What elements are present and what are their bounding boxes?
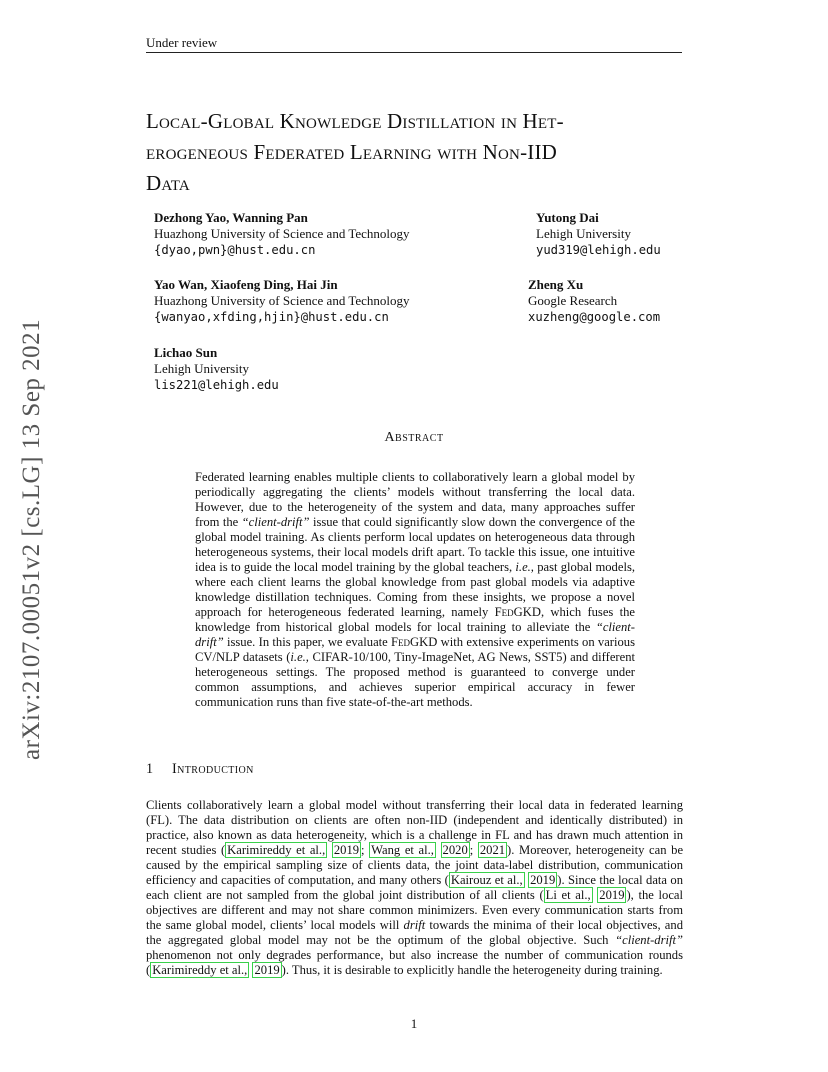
abstract-heading: Abstract bbox=[384, 430, 444, 445]
author-names: Lichao Sun bbox=[154, 345, 218, 360]
abstract-span: with extensive experiments on various CV/NLP datasets ( bbox=[195, 635, 635, 664]
arxiv-watermark: arXiv:2107.00051v2 [cs.LG] 13 Sep 2021 bbox=[18, 318, 45, 760]
citation-link[interactable]: 2020 bbox=[442, 843, 468, 857]
intro-span: ). Thus, it is desirable to explicitly handle the heterogeneity during training. bbox=[281, 963, 663, 977]
author-block bbox=[154, 277, 410, 325]
author-email: {wanyao,xfding,hjin}@hust.edu.cn bbox=[154, 310, 389, 324]
title-line: Data bbox=[146, 171, 190, 195]
intro-paragraph: Clients collaboratively learn a global model without transferring their local data in federated learning (FL). The data distribution on clients are often non-IID (independent and identically distributed) in practice, also known as data heterogeneity, which is a challenge in FL and has drawn much attention in recent studies ( Karimireddy et al., 2019 ; Wang et al., 2020 ; 2021 ). Moreover, heterogeneity can be caused by the empirical sampling size of clients data, the joint data-label distribution, communication efficiency and capacities of computation, and many others ( Kairouz et al., 2019 ). Since the local data on each client are not sampled from the global joint distribution of all clients ( Li et al., 2019 ), the local objectives are different and may not share common minimizers. Even every communication starts from the same global model, clients’ local models will drift towards the minima of their local objectives, and the aggregated global model may not be the optimum of the global objective. Such “client-drift” phenomenon not only degrades performance, but also increase the number of communication rounds ( Karimireddy et al., 2019 ). Thus, it is desirable to explicitly handle the heterogeneity during training. bbox=[146, 798, 684, 977]
section-heading bbox=[146, 761, 254, 778]
author-block bbox=[536, 210, 661, 258]
intro-span: ), the local objectives are different and may not share common minimizers. Even every communication starts from the same global model, clients’ local models will bbox=[146, 888, 683, 932]
intro-span: towards the minima of their local objectives, and the aggregated global model may not be the optimum of the global objective. Such bbox=[146, 918, 683, 947]
method-name: FedGKD bbox=[391, 635, 438, 649]
intro-span: phenomenon not only degrades performance, but also increase the number of communication rounds ( bbox=[146, 948, 683, 977]
author-block bbox=[528, 277, 660, 325]
title-line: erogeneous Federated Learning with Non-IID bbox=[146, 140, 558, 164]
author-block bbox=[154, 210, 410, 258]
author-affiliation: Lehigh University bbox=[536, 226, 631, 241]
author-affiliation: Huazhong University of Science and Technology bbox=[154, 226, 410, 241]
abstract-span: CIFAR-10/100, Tiny-ImageNet, AG News, SST5) and different heterogeneous settings. The proposed method is guaranteed to converge under common assumptions, and achieves superior empirical accuracy in fewer communication runs than five state-of-the-art methods. bbox=[195, 650, 635, 709]
intro-span: Clients collaboratively learn a global model without transferring their local data in federated learning (FL). The data distribution on clients are often non-IID (independent and identically distributed) in practice, also known as data heterogeneity, which is a challenge in FL and has drawn much attention in recent studies ( bbox=[146, 798, 683, 857]
author-names: Zheng Xu bbox=[528, 277, 584, 292]
author-email: xuzheng@google.com bbox=[528, 310, 661, 324]
abstract-span: Federated learning enables multiple clients to collaboratively learn a global model by periodically aggregating the clients’ models without transferring the local data. However, due to the heterogeneity of the system and data, many approaches suffer from the bbox=[195, 470, 635, 529]
citation-link[interactable]: 2019 bbox=[530, 873, 556, 887]
author-names: Dezhong Yao, Wanning Pan bbox=[154, 210, 308, 225]
author-email: {dyao,pwn}@hust.edu.cn bbox=[154, 243, 316, 257]
author-names: Yao Wan, Xiaofeng Ding, Hai Jin bbox=[154, 277, 338, 292]
intro-emphasis: “client-drift” bbox=[615, 933, 683, 947]
abstract-emphasis: i.e., bbox=[290, 650, 309, 664]
page-number: 1 bbox=[410, 1016, 418, 1031]
intro-span: ). Since the local data on each client are not sampled from the global joint distribution of all clients ( bbox=[146, 873, 683, 902]
author-email: yud319@lehigh.edu bbox=[536, 243, 661, 257]
abstract-text bbox=[195, 470, 635, 710]
abstract-span: issue. In this paper, we evaluate bbox=[223, 635, 392, 649]
author-affiliation: Huazhong University of Science and Technology bbox=[154, 293, 410, 308]
method-name: FedGKD bbox=[494, 605, 541, 619]
abstract-emphasis: “client-drift” bbox=[195, 620, 635, 649]
section-title: Introduction bbox=[172, 761, 254, 777]
title-line: Local-Global Knowledge Distillation in Het- bbox=[146, 109, 564, 133]
citation-link[interactable]: Li et al., bbox=[545, 888, 591, 902]
abstract-span: issue that could significantly slow down the convergence of the global model training. As clients perform local updates on heterogeneous data through heterogeneous systems, their local models drift apart. To tackle this issue, one intuitive idea is to guide the local model training by the global teachers, bbox=[195, 515, 635, 574]
paper-title bbox=[146, 106, 706, 199]
citation-link[interactable]: Karimireddy et al., bbox=[152, 963, 248, 977]
citation-link[interactable]: Kairouz et al., bbox=[450, 873, 523, 887]
citation-link[interactable]: 2019 bbox=[333, 843, 360, 857]
abstract-span: past global models, where each client learns the global knowledge from past global models via adaptive knowledge distillation techniques. Coming from these insights, we propose a novel approach for heterogeneous federated learning, namely bbox=[195, 560, 635, 619]
running-header: Under review bbox=[146, 36, 682, 53]
author-affiliation: Lehigh University bbox=[154, 361, 249, 376]
citation-link[interactable]: 2019 bbox=[254, 963, 280, 977]
citation-link[interactable]: Karimireddy et al., bbox=[227, 843, 326, 857]
author-email: lis221@lehigh.edu bbox=[154, 378, 279, 392]
author-names: Yutong Dai bbox=[536, 210, 599, 225]
abstract-emphasis: i.e., bbox=[515, 560, 534, 574]
abstract-emphasis: “client-drift” bbox=[241, 515, 310, 529]
intro-span: ). Moreover, heterogeneity can be caused by the empirical sampling size of clients data, the joint data-label distribution, communication efficiency and capacities of computation, and many others ( bbox=[146, 843, 684, 887]
citation-link[interactable]: 2019 bbox=[599, 888, 625, 902]
intro-emphasis: drift bbox=[403, 918, 426, 932]
abstract-span: , which fuses the knowledge from historical global models for local training to alleviate the bbox=[195, 605, 636, 634]
author-block bbox=[154, 345, 279, 393]
section-number: 1 bbox=[146, 761, 154, 777]
citation-link[interactable]: 2021 bbox=[479, 843, 506, 857]
citation-link[interactable]: Wang et al., bbox=[371, 843, 434, 857]
author-affiliation: Google Research bbox=[528, 293, 618, 308]
